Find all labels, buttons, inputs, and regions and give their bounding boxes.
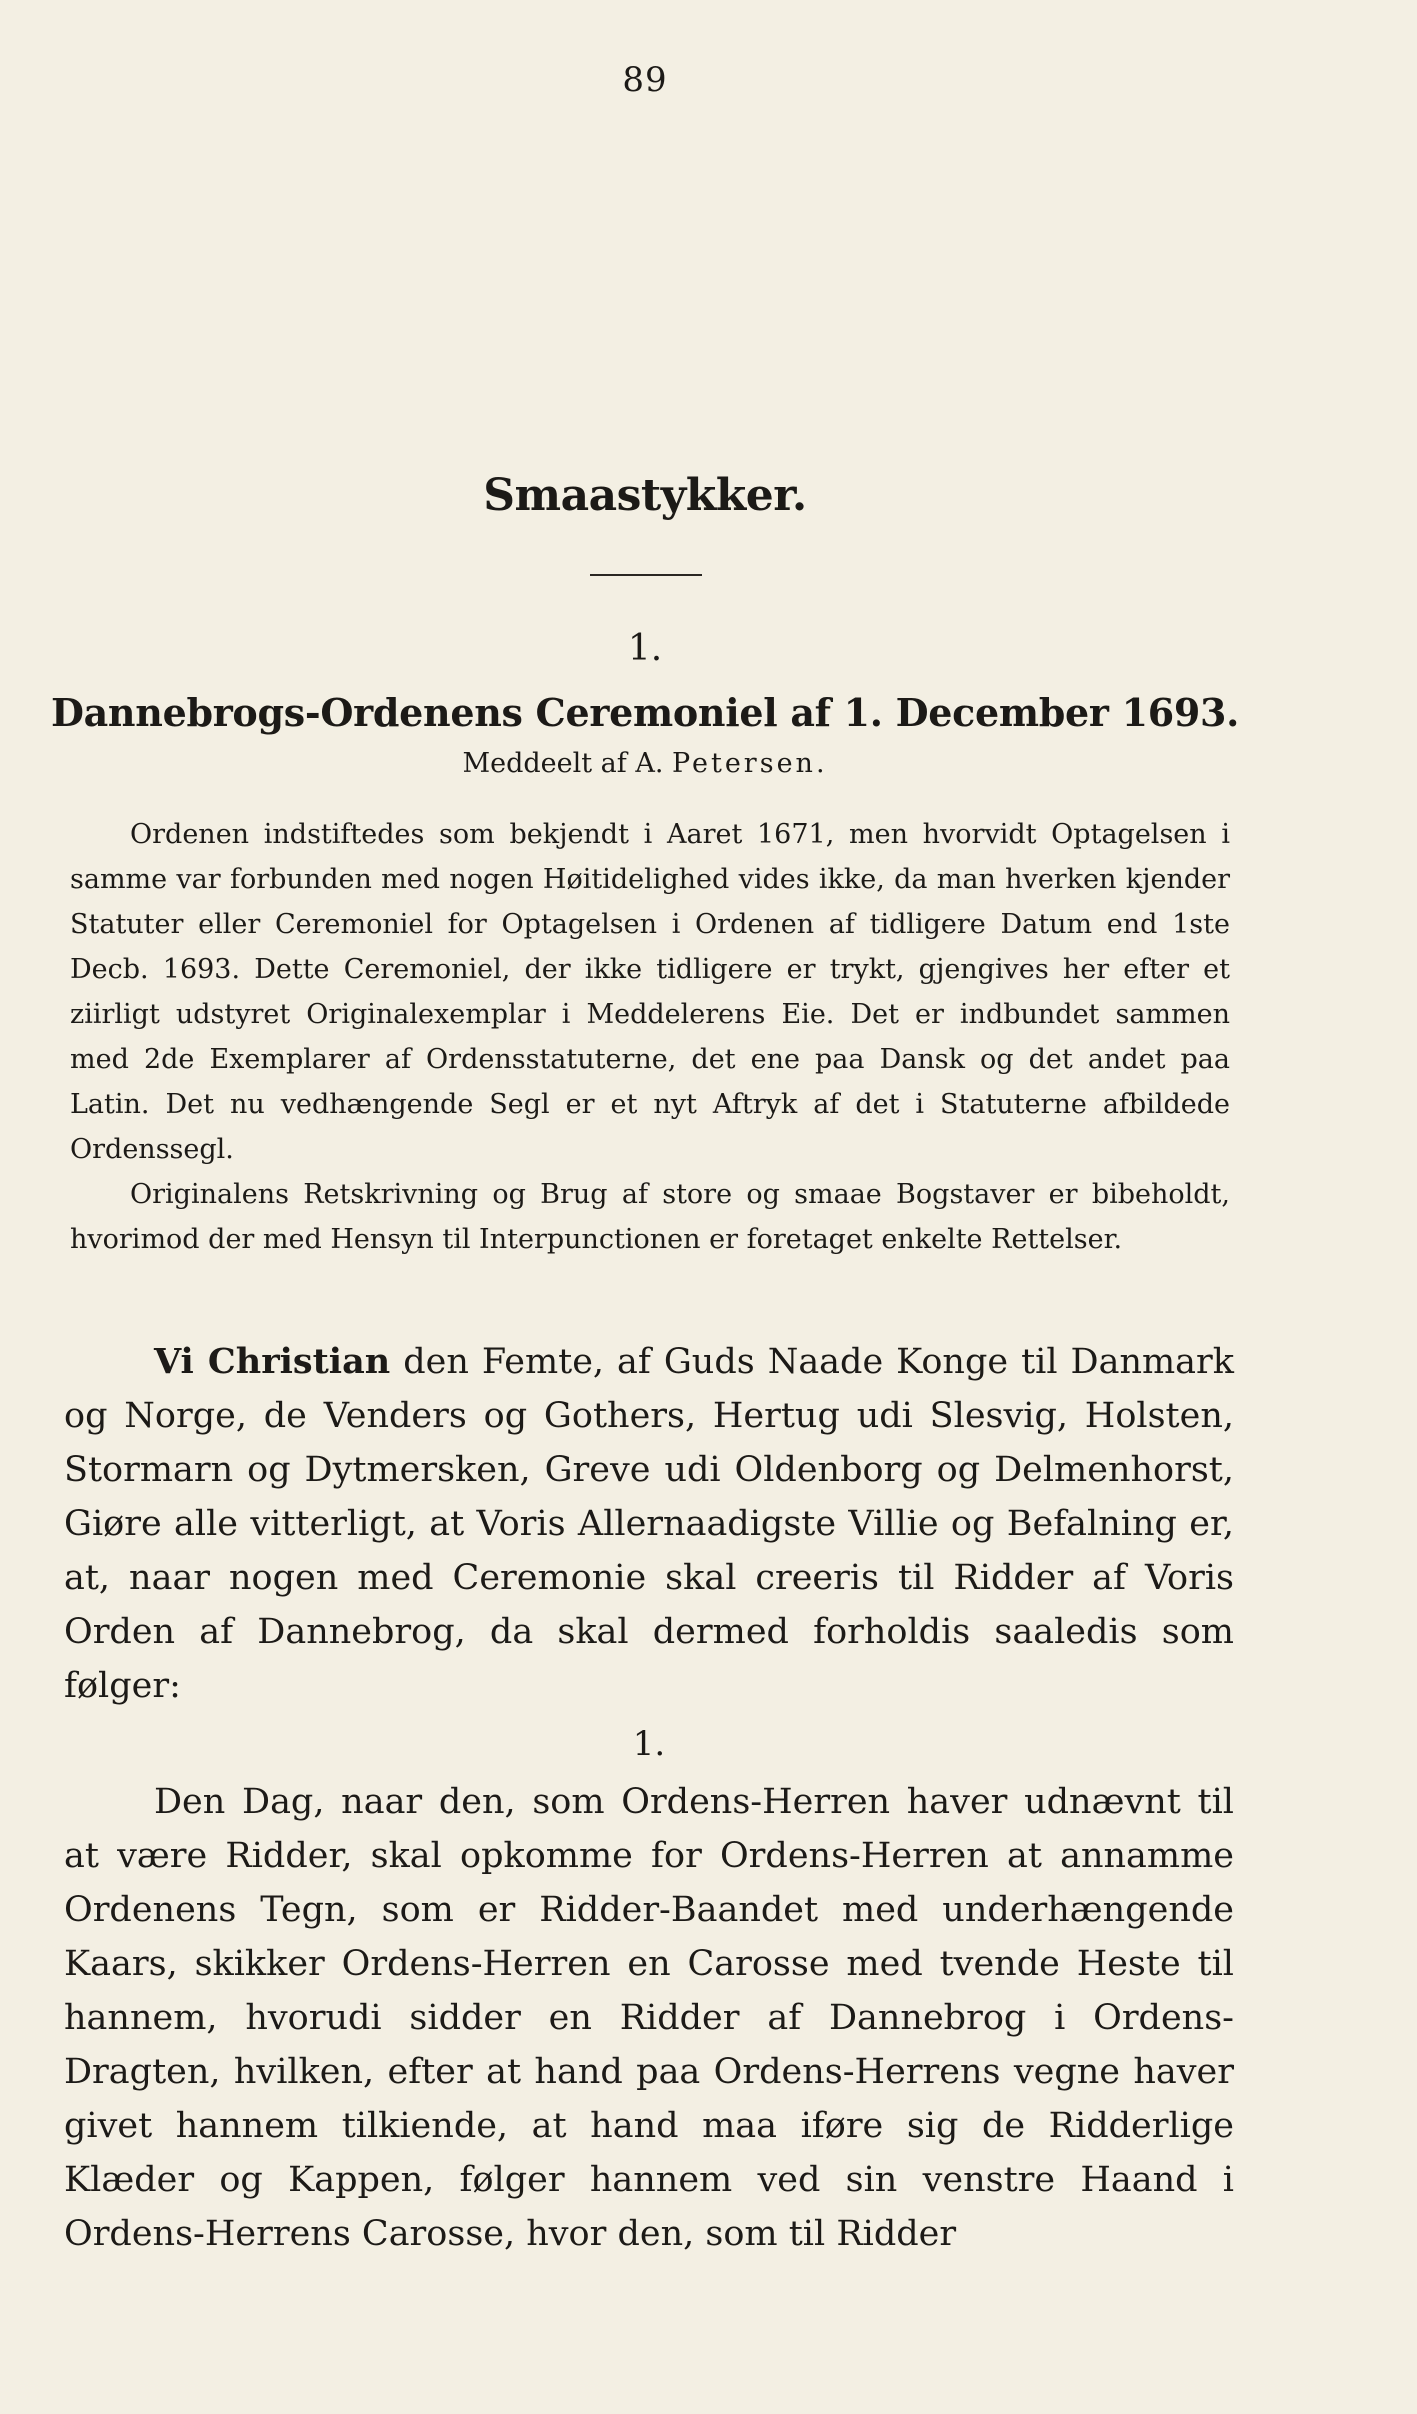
page-number: 89: [622, 60, 668, 100]
section-title: Smaastykker.: [483, 470, 807, 521]
lead-name: Vi Christian: [154, 1341, 391, 1382]
body-paragraph: Den Dag, naar den, som Ordens-Herren haver udnævnt til at være Ridder, skal opkomme for Ordens-Herren at annamme Ordenens Tegn, som er Ridder-Baandet med underhængende Kaars, skikker Ordens-Herren en Carosse med tvende Heste til hannem, hvorudi sidder en Ridder af Dannebrog i Ordens-Dragten, hvilken, efter at hand paa Ordens-Herrens vegne haver givet hannem tilkiende, at hand maa iføre sig de Ridderlige Klæder og Kappen, følger hannem ved sin venstre Haand i Ordens-Herrens Carosse, hvor den, som til Ridder: [64, 1782, 1234, 2254]
byline: [0, 748, 1290, 779]
byline-author: Petersen.: [672, 748, 828, 779]
ceremonial-text: [64, 1335, 1234, 2261]
article-number: 1.: [627, 628, 663, 669]
intro-note: [70, 812, 1230, 1262]
title-divider: [590, 574, 702, 576]
paragraph-text: den Femte, af Guds Naade Konge til Danmark og Norge, de Venders og Gothers, Hertug udi Slesvig, Holsten, Stormarn og Dytmersken, Greve udi Oldenborg og Delmenhorst, Giøre alle vitterligt, at Voris Allernaadigste Villie og Befalning er, at, naar nogen med Ceremonie skal creeris til Ridder af Voris Orden af Dannebrog, da skal dermed forholdis saaledis som følger:: [64, 1342, 1234, 1706]
intro-paragraph: Ordenen indstiftedes som bekjendt i Aaret 1671, men hvorvidt Optagelsen i samme var forbunden med nogen Høitidelighed vides ikke, da man hverken kjender Statuter eller Ceremoniel for Optagelsen i Ordenen af tidligere Datum end 1ste Decb. 1693. Dette Ceremoniel, der ikke tidligere er trykt, gjengives her efter et ziirligt udstyret Originalexemplar i Meddelerens Eie. Det er indbundet sammen med 2de Exemplarer af Ordensstatuterne, det ene paa Dansk og det andet paa Latin. Det nu vedhængende Segl er et nyt Aftryk af det i Statuterne afbildede Ordenssegl.: [70, 819, 1230, 1165]
body-paragraph: [64, 1335, 1234, 1713]
paragraph-number: 1.: [632, 1724, 666, 1764]
article-title: Dannebrogs-Ordenens Ceremoniel af 1. December 1693.: [50, 690, 1240, 735]
intro-paragraph: Originalens Retskrivning og Brug af store og smaae Bogstaver er bibeholdt, hvorimod der med Hensyn til Interpunctionen er foretaget enkelte Rettelser.: [70, 1179, 1230, 1255]
byline-prefix: Meddeelt af A.: [462, 748, 664, 779]
